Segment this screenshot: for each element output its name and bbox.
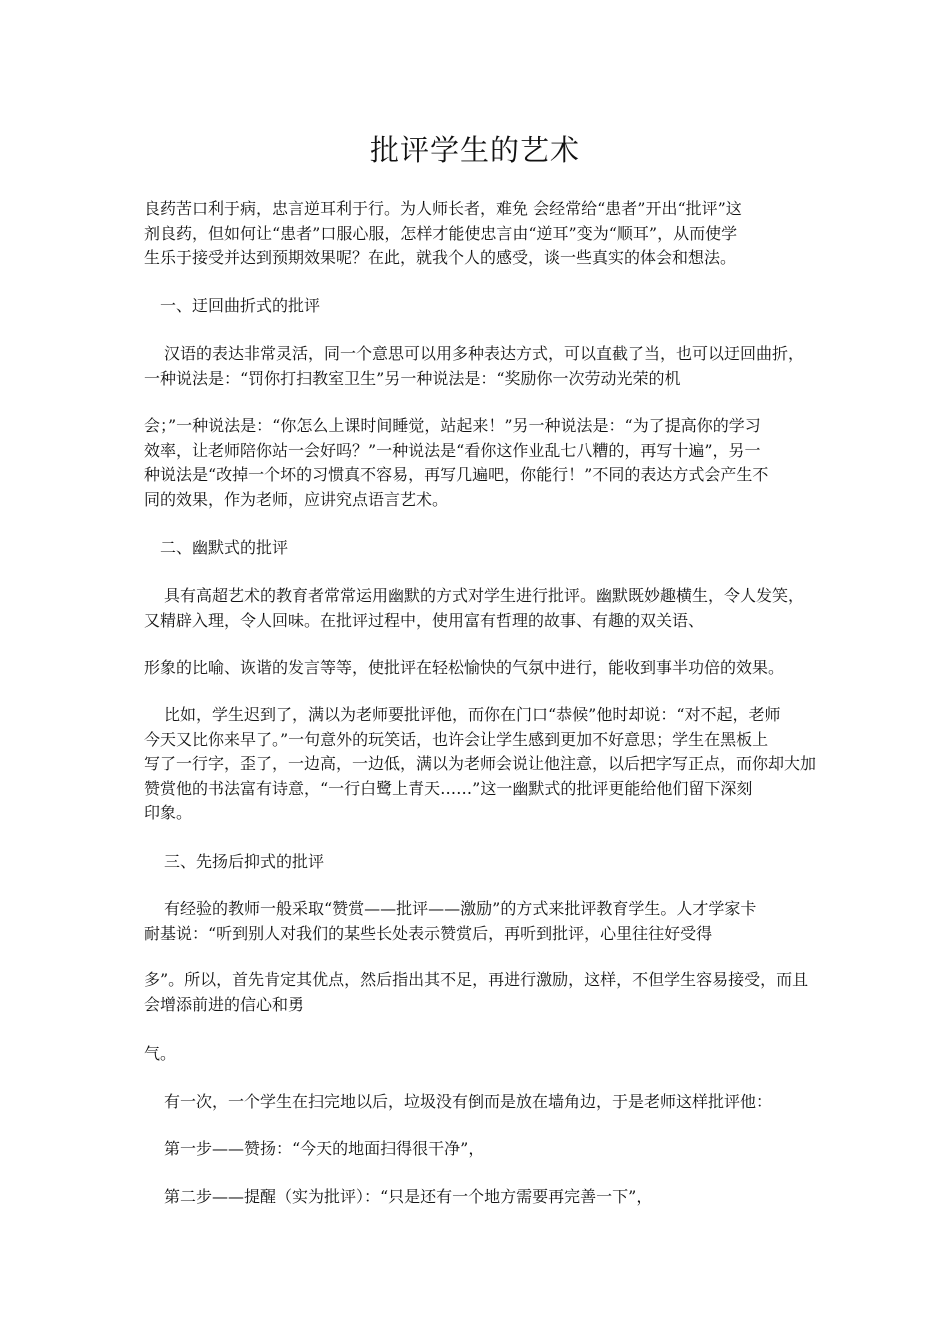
paragraph [144, 897, 814, 946]
paragraph [144, 656, 814, 681]
text-line: 气。 [144, 1044, 177, 1063]
text-line: 比如，学生迟到了，满以为老师要批评他，而你在门口“恭候”他时却说：“对不起，老师 [164, 705, 781, 724]
text-line: 又精辟入理，令人回味。在批评过程中，使用富有哲理的故事、有趣的双关语、 [144, 610, 705, 630]
paragraph [144, 414, 814, 512]
text-line: 写了一行字，歪了，一边高，一边低，满以为老师会说让他注意，以后把字写正点，而你却大加 [144, 754, 817, 773]
text-line: 一种说法是：“罚你打扫教室卫生”另一种说法是：“奖励你一次劳动光荣的机 [144, 368, 681, 388]
text-line: 良药苦口利于病，忠言逆耳利于行。为人师长者，难免 会经常给“患者”开出“批评”这 [144, 199, 742, 218]
text-line: 具有高超艺术的教育者常常运用幽默的方式对学生进行批评。幽默既妙趣横生，令人发笑， [164, 586, 805, 605]
heading-line: 三、先扬后抑式的批评 [164, 852, 325, 871]
text-line: 种说法是“改掉一个坏的习惯真不容易，再写几遍吧，你能行！”不同的表达方式会产生不 [144, 465, 769, 484]
section-heading-3 [144, 850, 834, 875]
paragraph-intro [144, 197, 814, 271]
paragraph [144, 1042, 814, 1067]
paragraph [144, 584, 814, 633]
heading-line: 二、幽默式的批评 [160, 538, 289, 557]
paragraph-step-2 [144, 1185, 834, 1210]
text-line: 第一步——赞扬：“今天的地面扫得很干净”， [164, 1139, 485, 1158]
text-line: 有经验的教师一般采取“赞赏——批评——激励”的方式来批评教育学生。人才学家卡 [164, 899, 757, 918]
text-line: 剂良药，但如何让“患者”口服心服，怎样才能使忠言由“逆耳”变为“顺耳”，从而使学 [144, 223, 738, 243]
text-line: 同的效果，作为老师，应讲究点语言艺术。 [144, 489, 449, 509]
heading-line: 一、迂回曲折式的批评 [160, 296, 321, 315]
text-line: 生乐于接受并达到预期效果呢？在此，就我个人的感受，谈一些真实的体会和想法。 [144, 248, 737, 267]
text-line: 会增添前进的信心和勇 [144, 994, 305, 1014]
text-line: 第二步——提醒（实为批评）：“只是还有一个地方需要再完善一下”， [164, 1187, 653, 1206]
paragraph [144, 703, 817, 826]
text-line: 汉语的表达非常灵活，同一个意思可以用多种表达方式，可以直截了当，也可以迂回曲折， [164, 344, 805, 363]
paragraph [144, 1090, 834, 1115]
text-line: 效率，让老师陪你站一会好吗？”一种说法是“看你这作业乱七八糟的，再写十遍”，另一 [144, 440, 761, 460]
text-line: 有一次，一个学生在扫完地以后，垃圾没有倒而是放在墙角边，于是老师这样批评他： [164, 1092, 773, 1111]
page-title: 批评学生的艺术 [369, 133, 580, 167]
paragraph [144, 342, 814, 391]
section-heading-2 [144, 536, 830, 561]
text-line: 赞赏他的书法富有诗意，“一行白鹭上青天……”这一幽默式的批评更能给他们留下深刻 [144, 778, 753, 798]
text-line: 耐基说：“听到别人对我们的某些长处表示赞赏后，再听到批评，心里往往好受得 [144, 923, 713, 943]
text-line: 形象的比喻、诙谐的发言等等，使批评在轻松愉快的气氛中进行，能收到事半功倍的效果。 [144, 658, 785, 677]
paragraph [144, 968, 814, 1017]
text-line: 会；”一种说法是：“你怎么上课时间睡觉，站起来！”另一种说法是：“为了提高你的学习 [144, 416, 761, 435]
paragraph-step-1 [144, 1137, 834, 1162]
text-line: 多”。所以，首先肯定其优点，然后指出其不足，再进行激励，这样，不但学生容易接受，而且 [144, 970, 809, 989]
text-line: 印象。 [144, 803, 193, 822]
section-heading-1 [144, 294, 830, 319]
text-line: 今天又比你来早了。”一句意外的玩笑话，也许会让学生感到更加不好意思；学生在黑板上 [144, 729, 769, 749]
